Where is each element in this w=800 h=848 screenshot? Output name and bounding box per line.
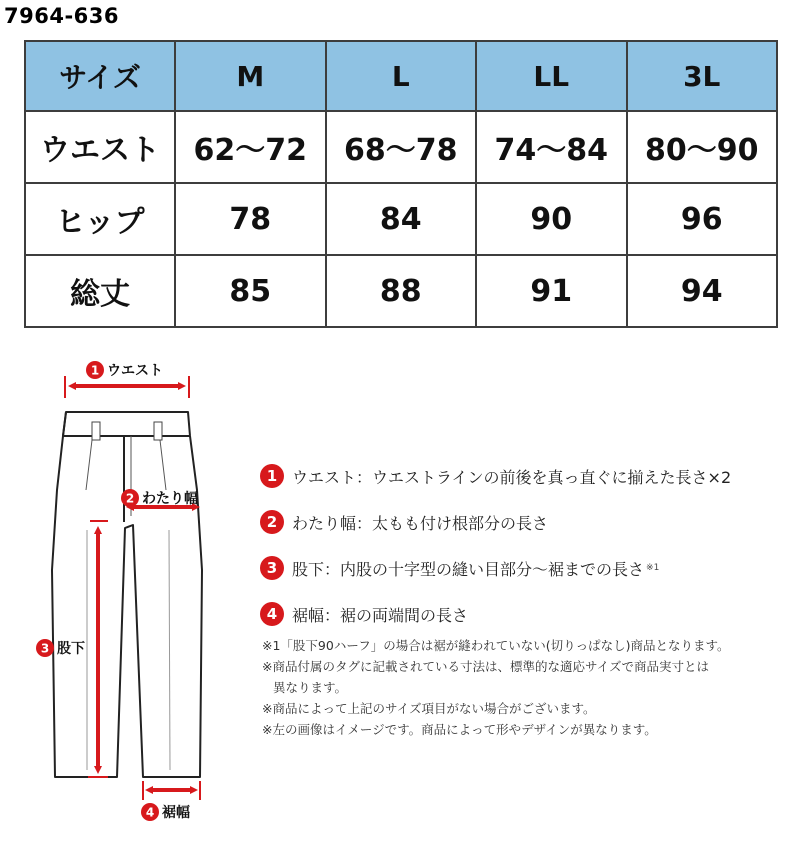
pants-outline [52,412,202,777]
note-line: ※商品付属のタグに記載されている寸法は、標準的な適応サイズで商品実寸とは [262,659,709,674]
legend-term: わたり幅 [292,513,357,533]
measure-lines [72,386,196,790]
row-label-length: 総丈 [25,255,175,327]
measure-guides [65,376,200,800]
legend-term: 裾幅 [292,605,325,625]
diagram-label-thigh-width [121,489,198,507]
row-label-waist: ウエスト [25,111,175,183]
number-badge: 3 [260,556,284,580]
note-line: ※1「股下90ハーフ」の場合は裾が縫われていない(切りっぱなし)商品となります。 [262,638,730,653]
notes [262,635,782,740]
size-header-row [25,41,777,111]
size-col-header: 3L [627,41,778,111]
pants-illustration [0,340,240,844]
svg-text:股下: 股下 [57,641,85,657]
legend-item-waist [260,453,790,499]
table-cell: 91 [476,255,627,327]
legend-description: ：裾の両端間の長さ [324,605,469,625]
number-badge: 4 [260,602,284,626]
table-cell: 90 [476,183,627,255]
diagram-label-waist [86,361,163,379]
svg-text:1: 1 [90,363,100,378]
legend-description: ：ウエストラインの前後を真っ直ぐに揃えた長さ×2 [356,467,732,487]
size-col-header: L [326,41,477,111]
svg-text:3: 3 [40,641,50,656]
note-line: ※商品によって上記のサイズ項目がない場合がございます。 [262,701,596,716]
diagram-label-hem-width [141,803,190,821]
legend-item-thigh-width [260,499,790,545]
number-badge: 2 [260,510,284,534]
table-cell: 74〜84 [476,111,627,183]
size-col-header: M [175,41,326,111]
svg-text:4: 4 [145,805,155,820]
svg-text:裾幅: 裾幅 [162,805,190,821]
note-line: ※左の画像はイメージです。商品によって形やデザインが異なります。 [262,722,657,737]
table-cell: 94 [627,255,778,327]
legend-item-hem-width [260,591,790,637]
diagram-label-inseam [36,639,85,657]
legend-item-inseam [260,545,790,591]
footnote-mark: ※1 [646,563,660,573]
number-badge: 1 [260,464,284,488]
table-row [25,111,777,183]
pants-measurement-diagram [0,340,240,844]
size-col-header: LL [476,41,627,111]
legend-description: ：内股の十字型の縫い目部分〜裾までの長さ [324,559,645,579]
product-code: 7964-636 [4,4,119,28]
table-cell: 80〜90 [627,111,778,183]
table-cell: 68〜78 [326,111,477,183]
measurement-legend [260,453,790,637]
table-cell: 85 [175,255,326,327]
svg-text:ウエスト: ウエスト [107,363,163,379]
note-line: 異なります。 [273,680,348,695]
legend-term: 股下 [292,559,325,579]
table-row [25,255,777,327]
legend-term: ウエスト [292,467,357,487]
table-row [25,183,777,255]
table-cell: 96 [627,183,778,255]
svg-text:わたり幅: わたり幅 [142,491,198,507]
table-cell: 78 [175,183,326,255]
size-corner-label: サイズ [25,41,175,111]
size-table [24,40,778,328]
legend-description: ：太もも付け根部分の長さ [356,513,549,533]
svg-text:2: 2 [125,491,135,506]
row-label-hip: ヒップ [25,183,175,255]
table-cell: 88 [326,255,477,327]
table-cell: 84 [326,183,477,255]
table-cell: 62〜72 [175,111,326,183]
